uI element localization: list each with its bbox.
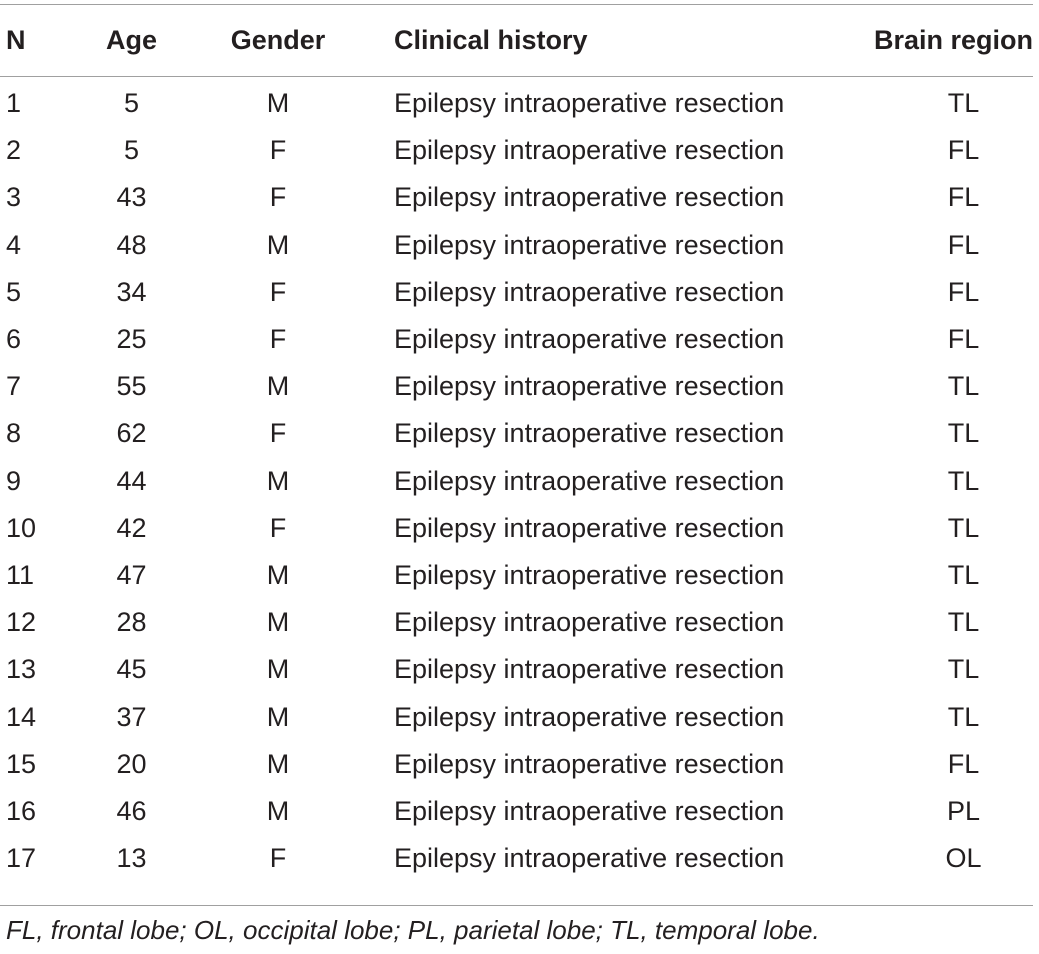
cell-age: 13 <box>116 843 147 874</box>
cell-brain-region: TL <box>947 465 980 496</box>
cell-age: 47 <box>116 559 147 590</box>
cell-gender: F <box>269 324 287 355</box>
cell-gender: M <box>266 371 290 402</box>
table-row <box>0 76 1033 127</box>
cell-brain-region: FL <box>947 276 980 307</box>
cell-clinical-history: Epilepsy intraoperative resection <box>394 559 785 590</box>
cell-age: 62 <box>116 418 147 449</box>
cell-age: 37 <box>116 701 147 732</box>
table-row <box>0 269 1033 316</box>
table-row <box>0 599 1033 646</box>
cell-n: 1 <box>6 88 22 119</box>
header-row <box>0 5 1033 76</box>
table-row <box>0 410 1033 457</box>
cell-clinical-history: Epilepsy intraoperative resection <box>394 229 785 260</box>
cell-clinical-history: Epilepsy intraoperative resection <box>394 465 785 496</box>
cell-n: 6 <box>6 324 22 355</box>
header-n: N <box>6 25 26 55</box>
cell-gender: F <box>269 512 287 543</box>
cell-gender: M <box>266 465 290 496</box>
cell-age: 25 <box>116 324 147 355</box>
cell-age: 5 <box>123 135 140 166</box>
cell-age: 45 <box>116 654 147 685</box>
cell-age: 44 <box>116 465 147 496</box>
cell-clinical-history: Epilepsy intraoperative resection <box>394 654 785 685</box>
cell-n: 16 <box>6 795 37 826</box>
cell-gender: F <box>269 276 287 307</box>
cell-gender: M <box>266 229 290 260</box>
cell-clinical-history: Epilepsy intraoperative resection <box>394 135 785 166</box>
cell-gender: F <box>269 135 287 166</box>
cell-gender: M <box>266 654 290 685</box>
table-row <box>0 363 1033 410</box>
cell-clinical-history: Epilepsy intraoperative resection <box>394 795 785 826</box>
table-header <box>0 5 1033 76</box>
cell-clinical-history: Epilepsy intraoperative resection <box>394 607 785 638</box>
table-row <box>0 174 1033 221</box>
cell-gender: F <box>269 182 287 213</box>
cell-n: 13 <box>6 654 37 685</box>
table-row <box>0 222 1033 269</box>
cell-age: 55 <box>116 371 147 402</box>
cell-n: 4 <box>6 229 22 260</box>
cell-n: 2 <box>6 135 22 166</box>
cell-gender: M <box>266 607 290 638</box>
cell-n: 17 <box>6 843 37 874</box>
cell-clinical-history: Epilepsy intraoperative resection <box>394 843 785 874</box>
table-row <box>0 788 1033 835</box>
cell-gender: F <box>269 843 287 874</box>
data-table <box>0 5 1033 882</box>
table-row <box>0 835 1033 882</box>
cell-brain-region: OL <box>945 843 982 874</box>
cell-clinical-history: Epilepsy intraoperative resection <box>394 418 785 449</box>
table-bottom-rule <box>0 905 1033 906</box>
cell-age: 5 <box>123 88 140 119</box>
cell-clinical-history: Epilepsy intraoperative resection <box>394 276 785 307</box>
header-gender: Gender <box>230 25 326 55</box>
cell-clinical-history: Epilepsy intraoperative resection <box>394 182 785 213</box>
cell-n: 7 <box>6 371 22 402</box>
cell-n: 5 <box>6 276 22 307</box>
cell-brain-region: PL <box>946 795 981 826</box>
cell-age: 42 <box>116 512 147 543</box>
cell-n: 14 <box>6 701 37 732</box>
cell-brain-region: TL <box>947 418 980 449</box>
table-row <box>0 316 1033 363</box>
cell-brain-region: TL <box>947 512 980 543</box>
cell-age: 46 <box>116 795 147 826</box>
table-footnote: FL, frontal lobe; OL, occipital lobe; PL, parietal lobe; TL, temporal lobe. <box>6 915 820 945</box>
cell-n: 11 <box>6 559 35 590</box>
cell-brain-region: FL <box>947 182 980 213</box>
table-body <box>0 76 1033 882</box>
cell-brain-region: FL <box>947 324 980 355</box>
cell-clinical-history: Epilepsy intraoperative resection <box>394 748 785 779</box>
cell-clinical-history: Epilepsy intraoperative resection <box>394 324 785 355</box>
cell-brain-region: TL <box>947 559 980 590</box>
cell-age: 34 <box>116 276 147 307</box>
cell-n: 9 <box>6 465 22 496</box>
cell-brain-region: FL <box>947 229 980 260</box>
cell-n: 15 <box>6 748 37 779</box>
cell-gender: M <box>266 701 290 732</box>
cell-age: 20 <box>116 748 147 779</box>
table-row <box>0 127 1033 174</box>
cell-brain-region: TL <box>947 371 980 402</box>
table-row <box>0 505 1033 552</box>
cell-age: 43 <box>116 182 147 213</box>
cell-clinical-history: Epilepsy intraoperative resection <box>394 371 785 402</box>
cell-clinical-history: Epilepsy intraoperative resection <box>394 512 785 543</box>
cell-n: 12 <box>6 607 37 638</box>
cell-brain-region: FL <box>947 135 980 166</box>
table-row <box>0 646 1033 693</box>
table-row <box>0 741 1033 788</box>
table-row <box>0 458 1033 505</box>
cell-clinical-history: Epilepsy intraoperative resection <box>394 88 785 119</box>
cell-gender: M <box>266 88 290 119</box>
cell-gender: F <box>269 418 287 449</box>
cell-age: 48 <box>116 229 147 260</box>
cell-clinical-history: Epilepsy intraoperative resection <box>394 701 785 732</box>
cell-n: 10 <box>6 512 37 543</box>
cell-brain-region: TL <box>947 607 980 638</box>
cell-brain-region: TL <box>947 654 980 685</box>
cell-n: 8 <box>6 418 22 449</box>
cell-gender: M <box>266 795 290 826</box>
cell-brain-region: TL <box>947 88 980 119</box>
table-row <box>0 693 1033 740</box>
cell-brain-region: TL <box>947 701 980 732</box>
header-brain-region: Brain region <box>873 25 1033 55</box>
cell-n: 3 <box>6 182 22 213</box>
cell-brain-region: FL <box>947 748 980 779</box>
header-age: Age <box>105 25 157 55</box>
cell-age: 28 <box>116 607 147 638</box>
cell-gender: M <box>266 748 290 779</box>
table-row <box>0 552 1033 599</box>
cell-gender: M <box>266 559 290 590</box>
header-clinical-history: Clinical history <box>394 25 588 55</box>
